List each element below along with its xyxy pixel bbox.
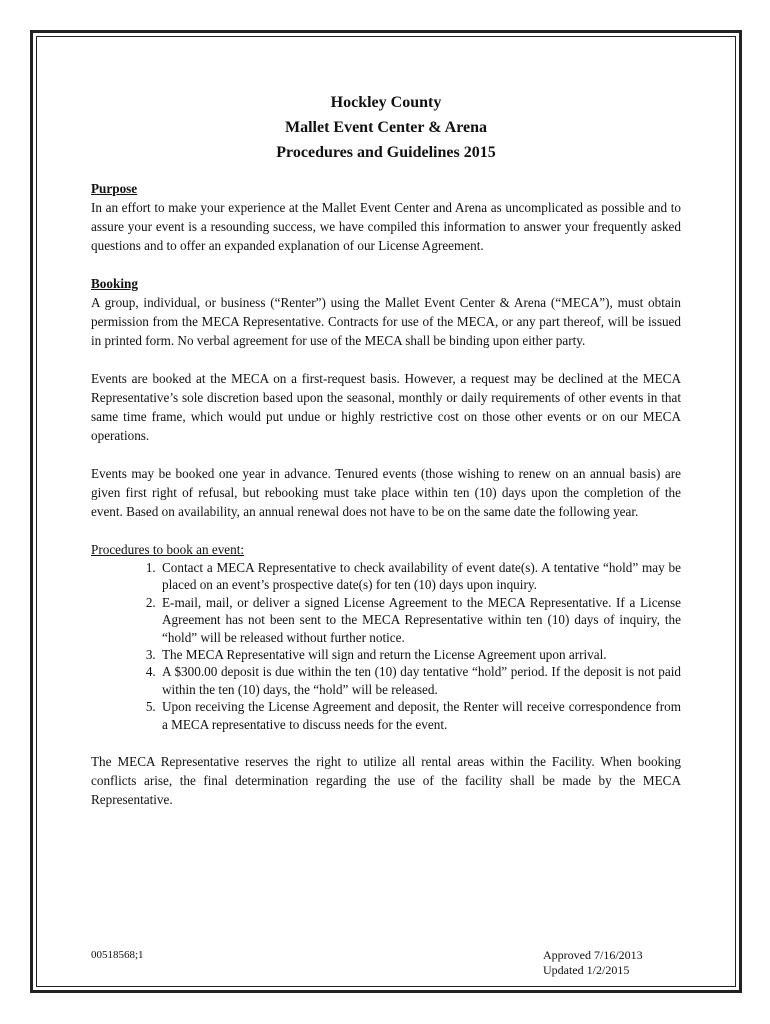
document-number: 00518568;1: [91, 949, 144, 961]
booking-paragraph-1: A group, individual, or business (“Renter”) using the Mallet Event Center & Arena (“MECA”), must obtain permission from the MECA Representative. Contracts for use of the MECA, or any part thereof, will be issued in printed form. No verbal agreement for use of the MECA shall be binding upon either party.: [91, 295, 681, 348]
document-title: [91, 90, 681, 165]
booking-paragraph-2: Events are booked at the MECA on a first-request basis. However, a request may be declined at the MECA Representative’s sole discretion based upon the seasonal, monthly or daily requirements of other events in that same time frame, which would put undue or highly restrictive cost on those other events or on our MECA operations.: [91, 371, 681, 443]
procedure-step: 1. Contact a MECA Representative to check availability of event date(s). A tentative “hold” may be placed on an event’s prospective date(s) for ten (10) days upon inquiry.: [159, 559, 681, 594]
title-venue: Mallet Event Center & Arena: [284, 119, 488, 136]
procedure-step: 3. The MECA Representative will sign and return the License Agreement upon arrival.: [159, 646, 681, 663]
procedure-step: 4. A $300.00 deposit is due within the ten (10) day tentative “hold” period. If the deposit is not paid within the ten (10) days, the “hold” will be released.: [159, 663, 681, 698]
booking-paragraph-3: Events may be booked one year in advance. Tenured events (those wishing to renew on an annual basis) are given first right of refusal, but rebooking must take place within ten (10) days upon the completion of the event. Based on availability, an annual renewal does not have to be on the same date the following year.: [91, 466, 681, 519]
revision-info: [543, 948, 643, 978]
booking-heading: Booking: [91, 276, 138, 291]
closing-paragraph: The MECA Representative reserves the right to utilize all rental areas within the Facility. When booking conflicts arise, the final determination regarding the use of the facility shall be made by the MECA Representative.: [91, 754, 681, 808]
document-body: [91, 90, 681, 809]
purpose-heading: Purpose: [91, 181, 138, 196]
title-county: Hockley County: [330, 94, 442, 111]
purpose-paragraph: In an effort to make your experience at the Mallet Event Center and Arena as uncomplicated as possible and to assure your event is a resounding success, we have compiled this information to answer your frequently asked questions and to offer an expanded explanation of our License Agreement.: [91, 200, 681, 253]
procedures-heading: Procedures to book an event:: [91, 542, 245, 557]
approved-date: Approved 7/16/2013: [543, 948, 643, 962]
procedure-step: 2. E-mail, mail, or deliver a signed License Agreement to the MECA Representative. If a License Agreement has not been sent to the MECA Representative within ten (10) days of inquiry, the “hold” will be released without further notice.: [159, 594, 681, 646]
procedures-list: [91, 559, 681, 733]
title-document: Procedures and Guidelines 2015: [276, 144, 496, 161]
procedure-step: 5. Upon receiving the License Agreement and deposit, the Renter will receive correspondence from a MECA representative to discuss needs for the event.: [159, 698, 681, 733]
updated-date: Updated 1/2/2015: [543, 963, 630, 977]
